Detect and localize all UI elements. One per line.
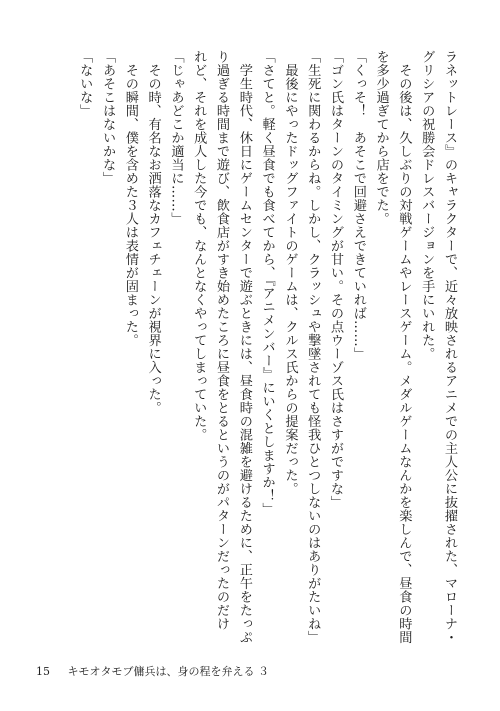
text-line: その瞬間、僕を含めた３人は表情が固まった。	[122, 50, 138, 347]
text-line: その後は、久しぶりの対戦ゲームやレースゲーム。メダルゲームなんかを楽しんで、昼食の時間	[396, 50, 412, 644]
vertical-body-text	[40, 50, 460, 650]
text-line: 「生死に関わるからね。しかし、クラッシュや撃墜されても怪我ひとつしないのはありがたいね」	[305, 50, 321, 644]
text-line: 「じゃあどこか適当に……」	[168, 50, 184, 226]
text-line: ラネットレース』のキャラクターで、近々放映されるアニメでの主人公に抜擢された、マローナ・	[442, 50, 457, 644]
text-line: 学生時代、休日にゲームセンターで遊ぶときには、昼食時の混雑を避けるために、正午をたっぷ	[236, 50, 252, 644]
text-line: グリシアの祝勝会ドレスバージョンを手にいれた。	[419, 50, 435, 361]
text-line: その時、有名なお洒落なカフェチェーンが視界に入った。	[145, 50, 161, 415]
text-line: を多少過ぎてから店をでた。	[373, 50, 389, 226]
text-line: れど、それを成人した今でも、なんとなくやってしまっていた。	[191, 50, 207, 442]
page-number: 15	[36, 665, 50, 678]
text-line: 「ゴン氏はターンのタイミングが甘い。その点ウーゾス氏はさすがですな」	[328, 50, 344, 509]
text-line: 「くっそ！ あそこで回避さえできていれば……」	[350, 50, 366, 361]
text-line: 「ないな」	[77, 50, 93, 118]
book-title: キモオタモブ傭兵は、身の程を弁える ３	[67, 665, 269, 678]
text-line: 「さてと。軽く昼食でも食べてから、『アニメンバー』にいくとしますか！」	[259, 50, 275, 516]
page-footer	[36, 663, 269, 679]
text-line: 「あそこはないかな」	[100, 50, 116, 185]
text-line: り過ぎる時間まで遊び、飲食店がすき始めたころに昼食をとるというのがパターンだったのだけ	[214, 50, 230, 631]
text-line: 最後にやったドッグファイトのゲームは、クルス氏からの提案だった。	[282, 50, 298, 496]
